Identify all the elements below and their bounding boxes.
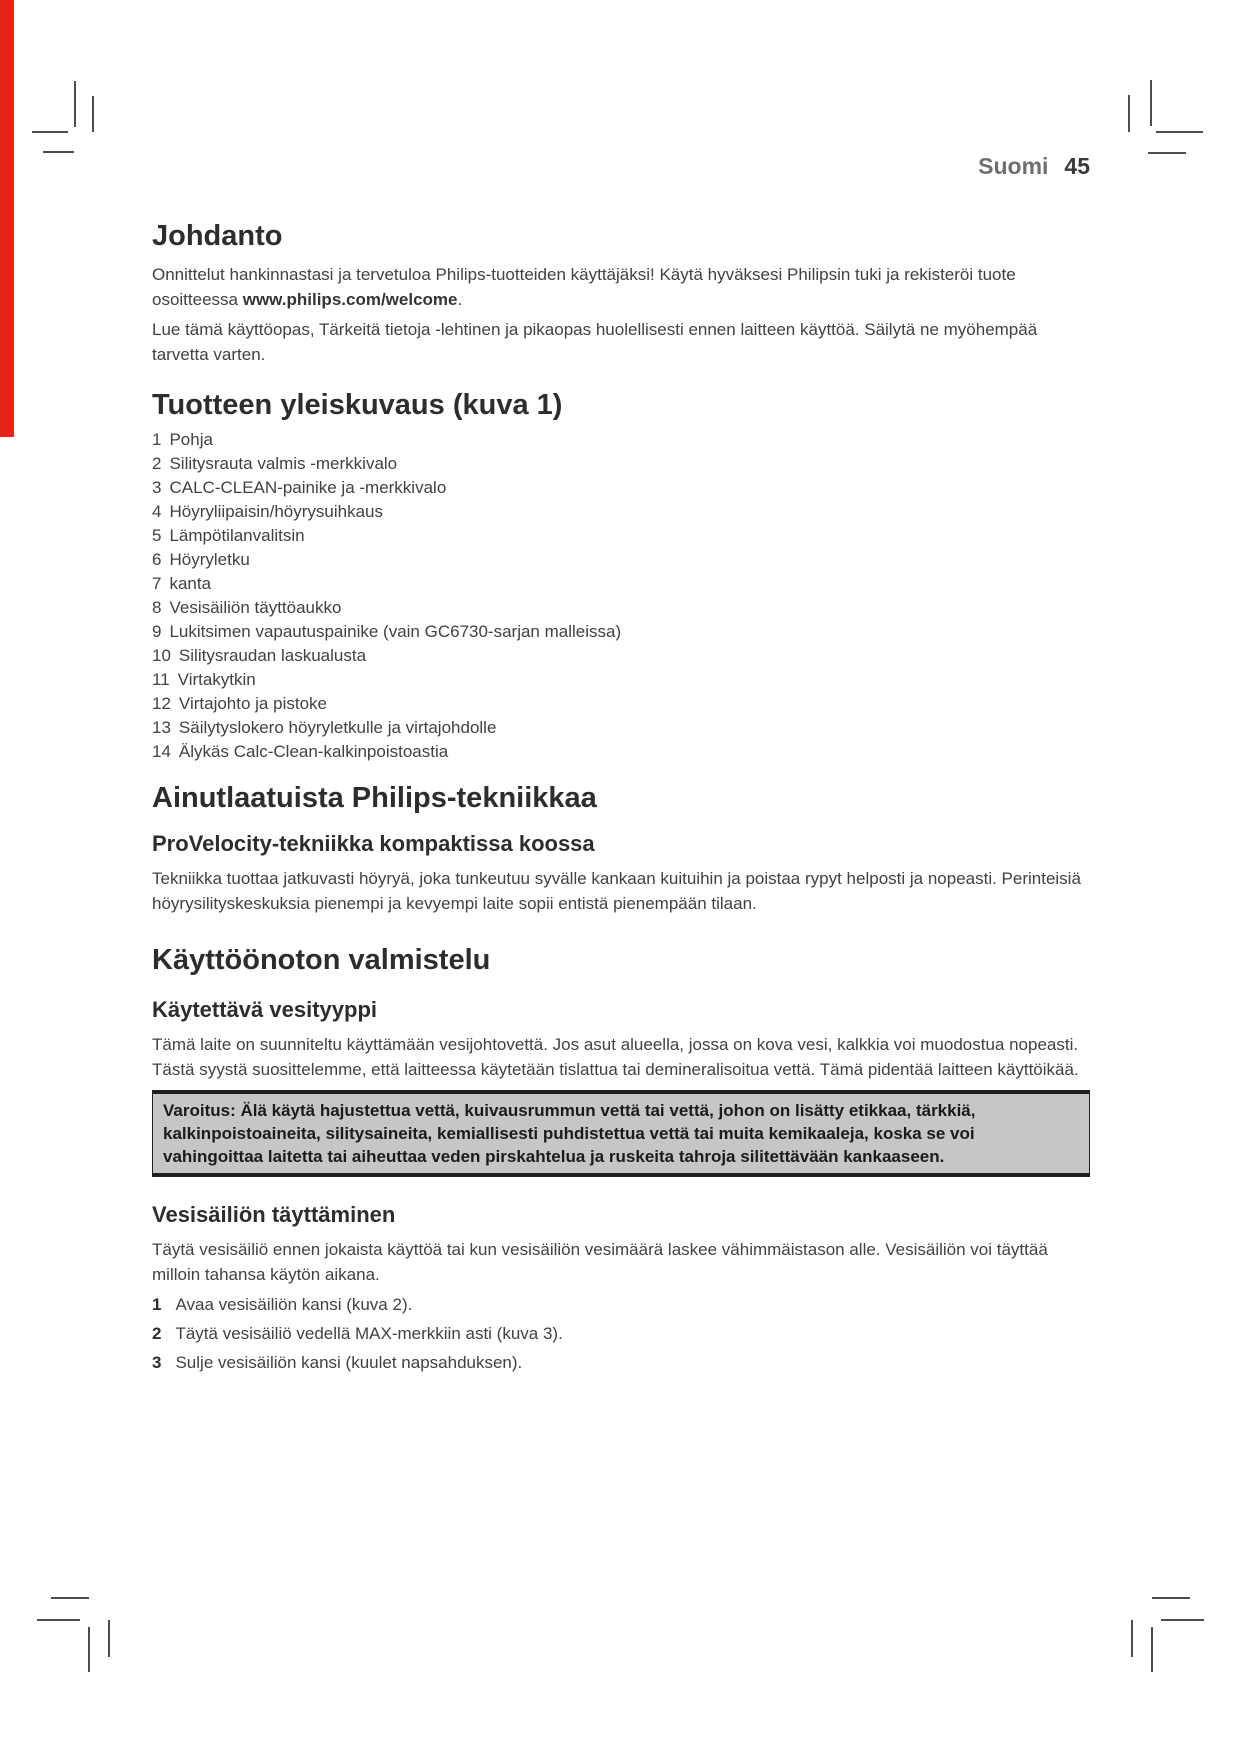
crop-mark: [37, 1619, 80, 1621]
step-item: 1 Avaa vesisäiliön kansi (kuva 2).: [152, 1295, 413, 1314]
section-title-technology: Ainutlaatuista Philips-tekniikkaa: [152, 782, 597, 814]
list-item: 12 Virtajohto ja pistoke: [152, 694, 327, 713]
section-title-intro: Johdanto: [152, 220, 283, 252]
intro-paragraph-1-text: Onnittelut hankinnastasi ja tervetuloa Philips-tuotteiden käyttäjäksi! Käytä hyväksesi Philipsin tuki ja rekisteröi tuote osoitteessa: [152, 265, 1016, 309]
section-title-preparation: Käyttöönoton valmistelu: [152, 944, 491, 976]
fill-tank-steps: [152, 1293, 1090, 1375]
technology-paragraph: Tekniikka tuottaa jatkuvasti höyryä, joka tunkeutuu syvälle kankaan kuituihin ja poistaa rypyt helposti ja nopeasti. Perinteisiä höyrysilityskeskuksia pienempi ja kevyempi laite sopii entistä pienempään tilaan.: [152, 869, 1081, 913]
list-item: 6 Höyryletku: [152, 550, 250, 569]
crop-mark: [1161, 1619, 1204, 1621]
crop-mark: [1152, 1597, 1190, 1599]
step-item: 3 Sulje vesisäiliön kansi (kuulet napsahduksen).: [152, 1353, 523, 1372]
crop-mark: [32, 131, 68, 133]
list-item: 3 CALC-CLEAN-painike ja -merkkivalo: [152, 478, 447, 497]
product-overview-list: [152, 428, 1090, 764]
page-number: 45: [1064, 153, 1090, 179]
content-column: [152, 220, 1090, 1375]
warning-box: Varoitus: Älä käytä hajustettua vettä, kuivausrummun vettä tai vettä, johon on lisätty etikkaa, tärkkiä, kalkinpoistoaineita, silitysaineita, kemiallisesti puhdistettua vettä tai muita kemikaaleja, koska se voi vahingoittaa laitetta tai aiheuttaa veden pirskahtelua ja ruskeita tahroja silitettävään kankaaseen.: [152, 1090, 1090, 1177]
crop-mark: [108, 1620, 110, 1657]
page-header: [152, 153, 1090, 180]
list-item: 7 kanta: [152, 574, 212, 593]
crop-mark: [74, 81, 76, 127]
list-item: 2 Silitysrauta valmis -merkkivalo: [152, 454, 398, 473]
water-type-paragraph: Tämä laite on suunniteltu käyttämään vesijohtovettä. Jos asut alueella, jossa on kova vesi, kalkkia voi muodostua nopeasti. Tästä syystä suosittelemme, että laitteessa käytetään tislattua tai demineralisoitua vettä. Tämä pidentää laitteen käyttöikää.: [152, 1035, 1079, 1079]
crop-mark: [92, 96, 94, 132]
list-item: 9 Lukitsimen vapautuspainike (vain GC6730-sarjan malleissa): [152, 622, 622, 641]
list-item: 1 Pohja: [152, 430, 213, 449]
crop-mark: [1128, 95, 1130, 132]
list-item: 5 Lämpötilanvalitsin: [152, 526, 305, 545]
crop-mark: [43, 151, 74, 153]
crop-mark: [1131, 1620, 1133, 1657]
intro-paragraph-2: Lue tämä käyttöopas, Tärkeitä tietoja -lehtinen ja pikaopas huolellisesti ennen laitteen käyttöä. Säilytä ne myöhempää tarvetta varten.: [152, 320, 1038, 364]
language-label: Suomi: [978, 153, 1049, 179]
step-item: 2 Täytä vesisäiliö vedellä MAX-merkkiin asti (kuva 3).: [152, 1324, 563, 1343]
list-item: 10 Silitysraudan laskualusta: [152, 646, 367, 665]
list-item: 11 Virtakytkin: [152, 670, 256, 689]
list-item: 8 Vesisäiliön täyttöaukko: [152, 598, 342, 617]
list-item: 4 Höyryliipaisin/höyrysuihkaus: [152, 502, 383, 521]
crop-mark: [1148, 152, 1186, 154]
subsection-title-provelocity: ProVelocity-tekniikka kompaktissa koossa: [152, 831, 595, 856]
intro-paragraph-1: Onnittelut hankinnastasi ja tervetuloa Philips-tuotteiden käyttäjäksi! Käytä hyväksesi Philipsin tuki ja rekisteröi tuote osoitteessa www.philips.com/welcome.: [152, 265, 1016, 309]
list-item: 14 Älykäs Calc-Clean-kalkinpoistoastia: [152, 742, 449, 761]
list-item: 13 Säilytyslokero höyryletkulle ja virtajohdolle: [152, 718, 497, 737]
subsection-title-fill-tank: Vesisäiliön täyttäminen: [152, 1202, 396, 1227]
language-edge-tab: [0, 0, 14, 437]
section-title-overview: Tuotteen yleiskuvaus (kuva 1): [152, 389, 563, 421]
subsection-title-water-type: Käytettävä vesityyppi: [152, 997, 377, 1022]
fill-tank-paragraph: Täytä vesisäiliö ennen jokaista käyttöä tai kun vesisäiliön vesimäärä laskee vähimmäistason alle. Vesisäiliön voi täyttää milloin tahansa käytön aikana.: [152, 1240, 1048, 1284]
crop-mark: [1151, 1627, 1153, 1672]
crop-mark: [1150, 80, 1152, 126]
philips-welcome-url: www.philips.com/welcome: [242, 290, 458, 309]
crop-mark: [1156, 131, 1203, 133]
crop-mark: [88, 1627, 90, 1672]
crop-mark: [51, 1597, 89, 1599]
